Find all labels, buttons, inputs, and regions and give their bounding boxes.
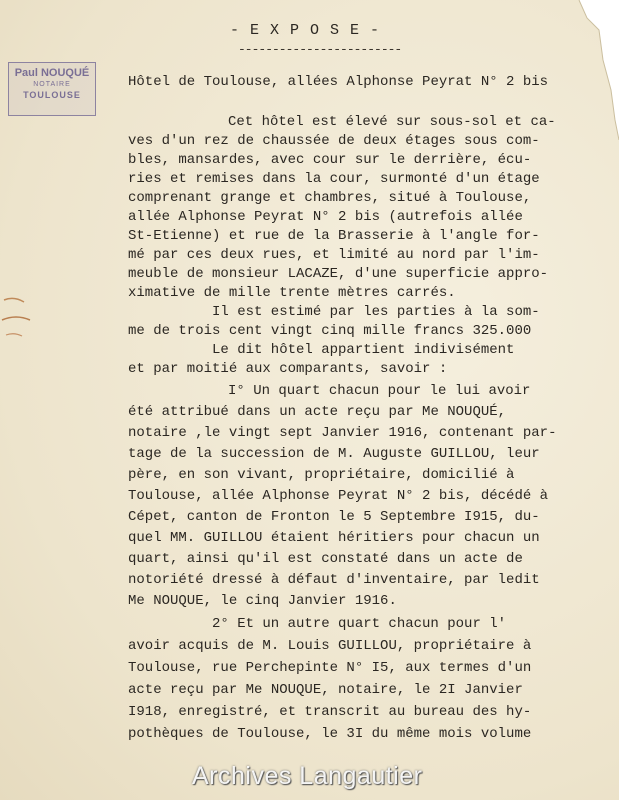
text-line: St-Etienne) et rue de la Brasserie à l'angle for- (128, 228, 540, 244)
text-line: pothèques de Toulouse, le 3I du même mois volume (128, 726, 532, 742)
stamp-city: TOULOUSE (23, 90, 81, 100)
text-line: I° Un quart chacun pour le lui avoir (228, 383, 531, 399)
stamp-role: NOTAIRE (33, 81, 71, 88)
text-line: ries et remises dans la cour, surmonté d'un étage (128, 171, 540, 187)
rust-stain-marks (0, 290, 60, 350)
text-line: avoir acquis de M. Louis GUILLOU, propriétaire à (128, 638, 532, 654)
text-line: Toulouse, rue Perchepinte N° I5, aux termes d'un (128, 660, 532, 676)
text-line: I918, enregistré, et transcrit au bureau des hy- (128, 704, 532, 720)
text-line: quart, ainsi qu'il est constaté dans un acte de (128, 551, 523, 567)
text-line: meuble de monsieur LACAZE, d'une superficie appro- (128, 266, 549, 282)
torn-corner-decoration (559, 0, 619, 140)
text-line: ves d'un rez de chaussée de deux étages sous com- (128, 133, 540, 149)
text-line: allée Alphonse Peyrat N° 2 bis (autrefois allée (128, 209, 523, 225)
text-line: ximative de mille trente mètres carrés. (128, 285, 456, 301)
text-line: Il est estimé par les parties à la som- (212, 304, 540, 320)
text-line: mé par ces deux rues, et limité au nord par l'im- (128, 247, 540, 263)
text-line: Cet hôtel est élevé sur sous-sol et ca- (228, 114, 556, 130)
text-line: et par moitié aux comparants, savoir : (128, 361, 448, 377)
text-line: acte reçu par Me NOUQUE, notaire, le 2I Janvier (128, 682, 523, 698)
stamp-name: Paul NOUQUÉ (14, 67, 90, 79)
text-line: 2° Et un autre quart chacun pour l' (212, 616, 507, 632)
text-line: Cépet, canton de Fronton le 5 Septembre I915, du- (128, 509, 540, 525)
text-line: père, en son vivant, propriétaire, domicilié à (128, 467, 515, 483)
text-line: tage de la succession de M. Auguste GUILLOU, leur (128, 446, 540, 462)
text-line: quel MM. GUILLOU étaient héritiers pour chacun un (128, 530, 540, 546)
text-line: Le dit hôtel appartient indivisément (212, 342, 515, 358)
text-line: Toulouse, allée Alphonse Peyrat N° 2 bis, décédé à (128, 488, 549, 504)
watermark: Archives Langautier (192, 762, 423, 790)
text-line: comprenant grange et chambres, situé à Toulouse, (128, 190, 532, 206)
property-heading: Hôtel de Toulouse, allées Alphonse Peyrat N° 2 bis (128, 74, 549, 90)
title-underline: ------------------------ (238, 42, 402, 57)
text-line: Me NOUQUE, le cinq Janvier 1916. (128, 593, 397, 609)
text-line: bles, mansardes, avec cour sur le derrière, écu- (128, 152, 532, 168)
text-line: notoriété dressé à défaut d'inventaire, par ledit (128, 572, 540, 588)
text-line: me de trois cent vingt cinq mille francs 325.000 (128, 323, 532, 339)
document-title: - E X P O S E - (230, 22, 381, 39)
text-line: notaire ,le vingt sept Janvier 1916, contenant par- (128, 425, 557, 441)
text-line: été attribué dans un acte reçu par Me NOUQUÉ, (128, 404, 507, 420)
notary-stamp (8, 62, 96, 116)
